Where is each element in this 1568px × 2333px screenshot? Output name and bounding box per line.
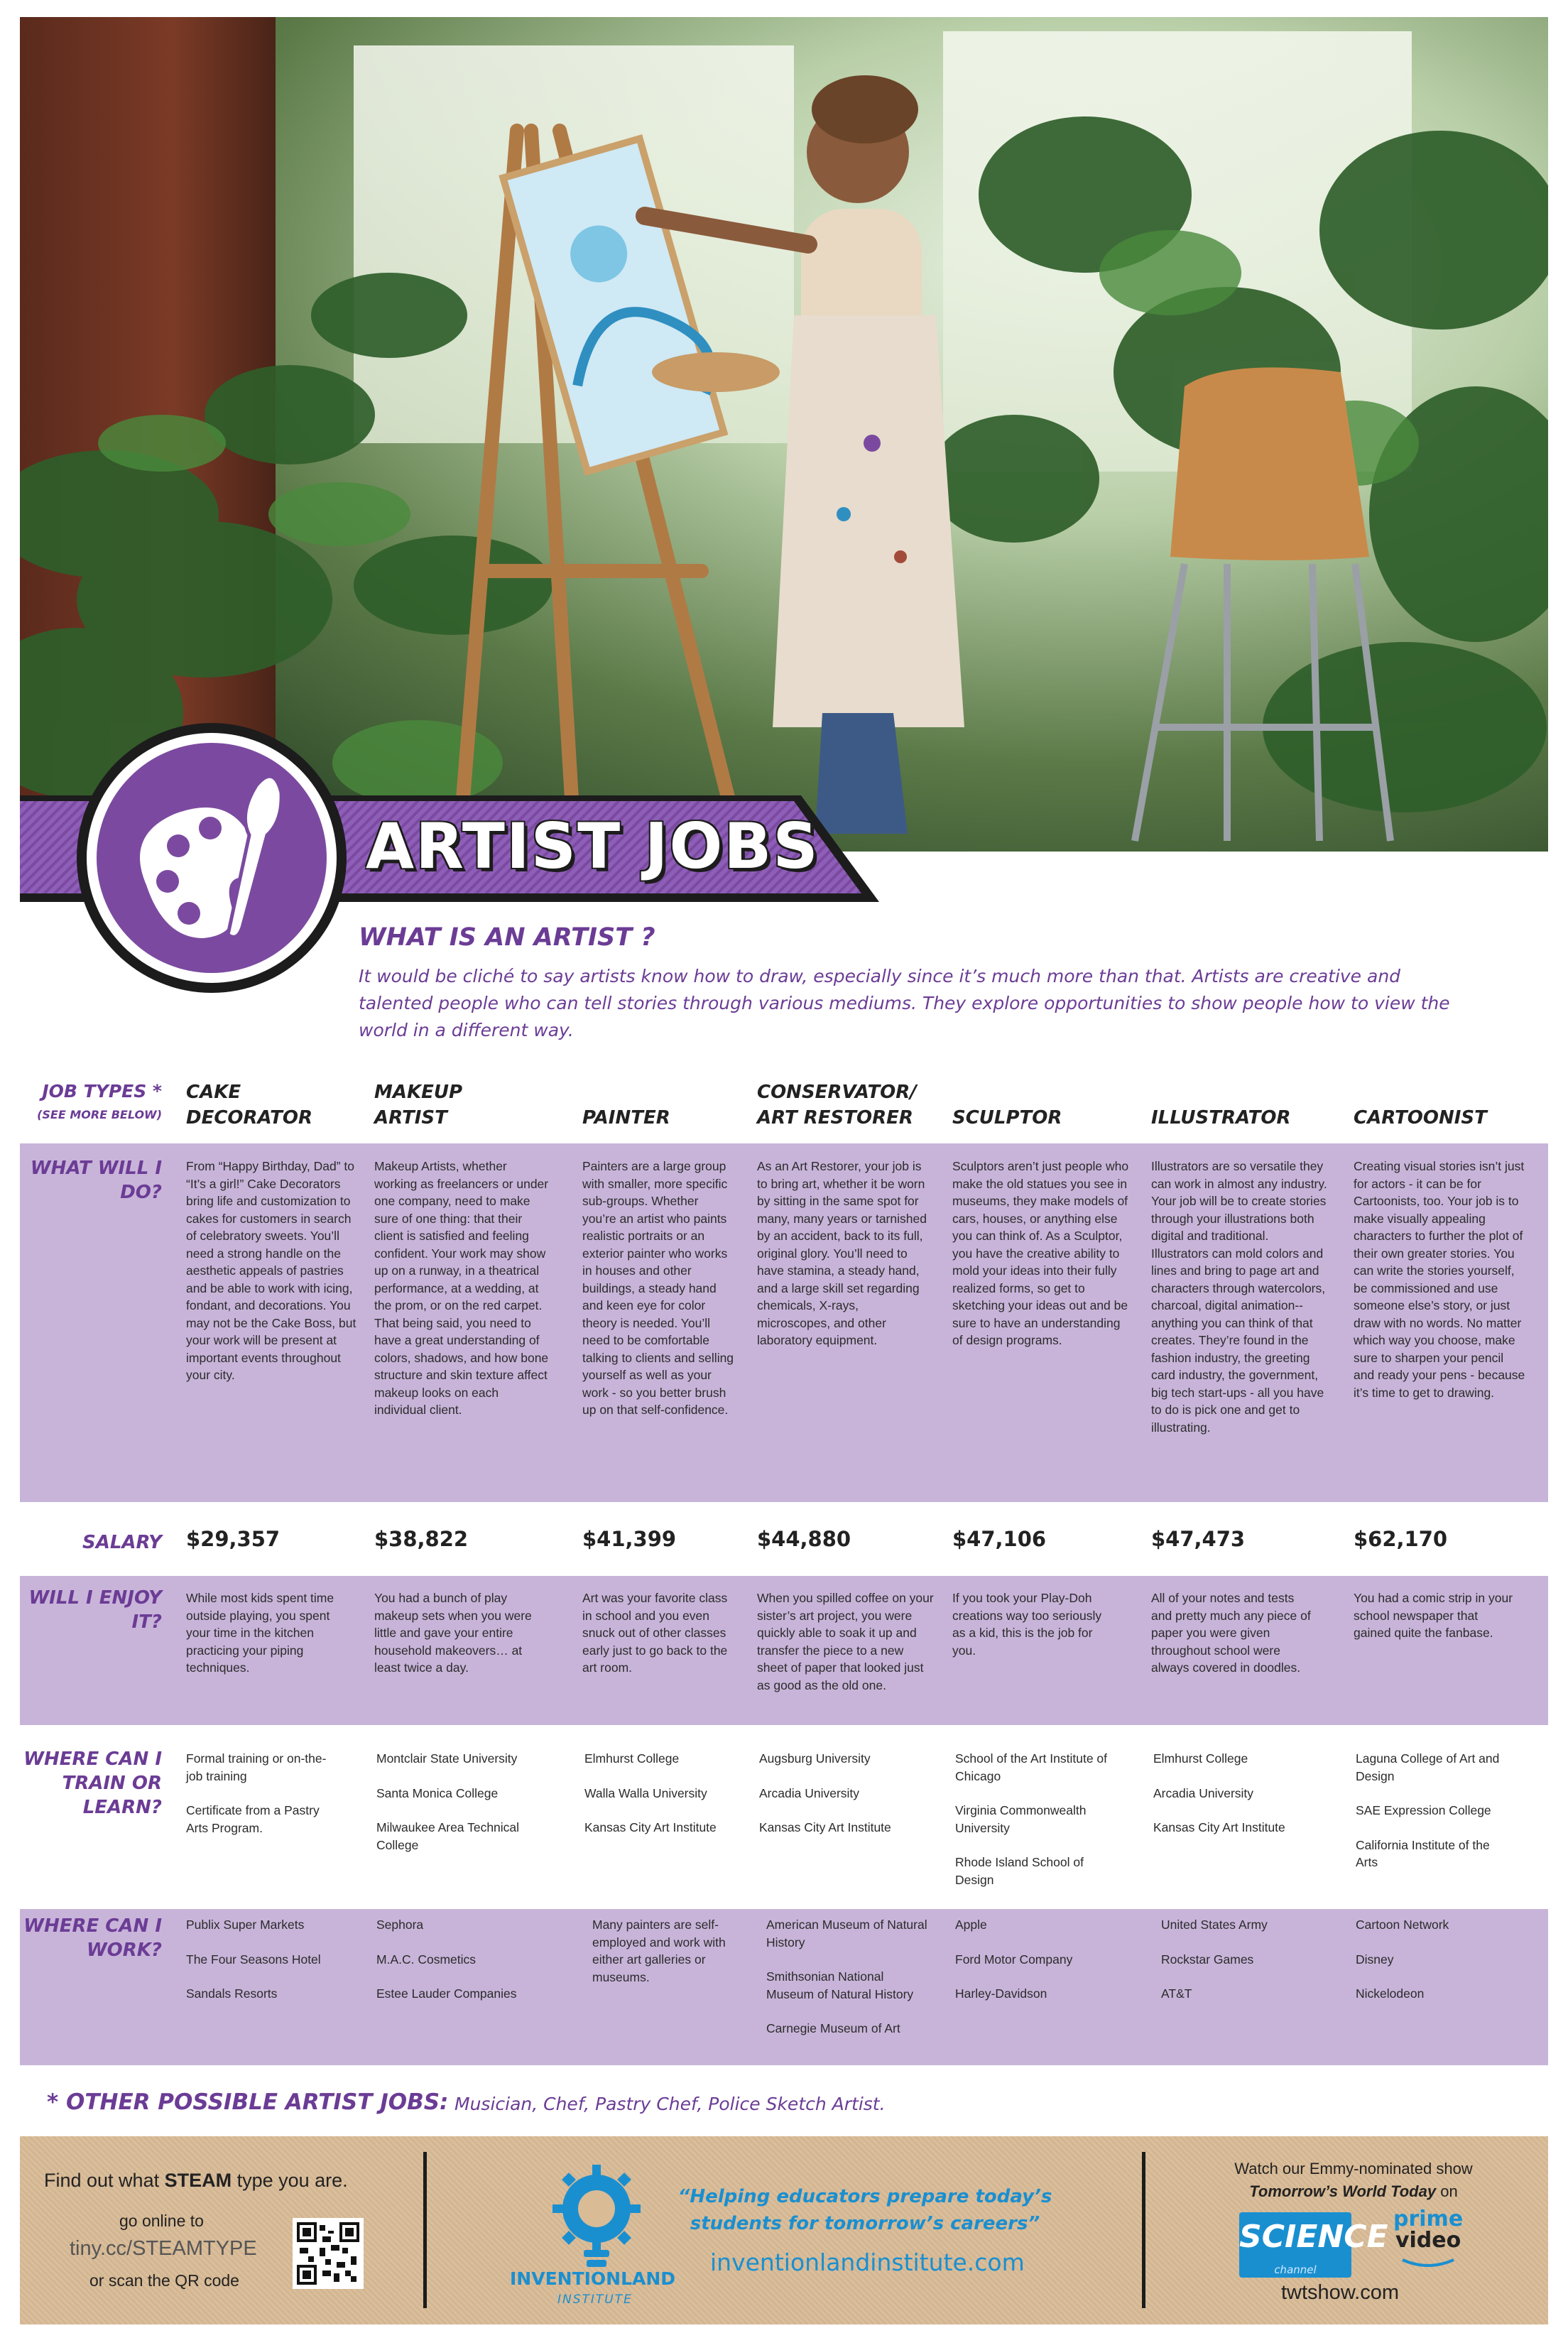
salary-painter: $41,399 (582, 1527, 677, 1551)
enjoy-sculptor: If you took your Play-Doh creations way too seriously as a kid, this is the job for you. (952, 1591, 1102, 1658)
train-illustrator: Elmhurst College Arcadia University Kansas City Art Institute (1153, 1751, 1285, 1834)
job-header-cake-decorator: CAKE DECORATOR (186, 1082, 313, 1129)
inventionland-institute: INSTITUTE (557, 2293, 633, 2307)
salary-conservator: $44,880 (757, 1527, 851, 1551)
row-label-enjoy: WILL I ENJOY IT? (28, 1587, 162, 1633)
work-conservator: American Museum of Natural History Smithsonian National Museum of Natural History Carnegie Museum of Art (766, 1918, 927, 2035)
what-painter: Painters are a large group with smaller, more specific sub-groups. Whether you’re an artist who paints realistic portraits or an exterior painter who works in houses and other buildings, a steady hand and keen eye for color theory is needed. You’ll need to be comfortable talking to clients and selling yourself as well as your work - so you better brush up on that self-confidence. (582, 1159, 734, 1417)
job-types-label: JOB TYPES * (42, 1081, 162, 1102)
job-header-makeup-artist: MAKEUP ARTIST (374, 1082, 463, 1129)
salary-cake-decorator: $29,357 (186, 1527, 281, 1551)
train-cake-decorator: Formal training or on-the-job training Certificate from a Pastry Arts Program. (186, 1751, 327, 1835)
what-cake-decorator: From “Happy Birthday, Dad” to “It’s a girl!” Cake Decorators bring life and customization to cakes for customers in search of celebratory sweets. You’ll need a strong handle on the aesthetic appeals of pastries and be able to work with icing, fondant, and decorations. You may not be the Cake Boss, but your work will be present at important events throughout your city. (186, 1159, 356, 1382)
footer-quote: “Helping educators prepare today’s students for tomorrow’s careers” (677, 2186, 1052, 2234)
train-cartoonist: Laguna College of Art and Design SAE Expression College California Institute of the Arts (1356, 1751, 1500, 1869)
enjoy-conservator: When you spilled coffee on your sister’s art project, you were quickly able to soak it up and transfer the piece to a new sheet of paper that looked just as good as the old one. (757, 1591, 934, 1692)
palette-logo-icon (77, 723, 347, 993)
job-types-sub: (SEE MORE BELOW) (37, 1108, 162, 1121)
salary-illustrator: $47,473 (1151, 1527, 1246, 1551)
intro-heading: WHAT IS AN ARTIST ? (359, 923, 655, 952)
qr-code[interactable] (293, 2218, 364, 2289)
work-cake-decorator: Publix Super Markets The Four Seasons Hotel Sandals Resorts (186, 1918, 321, 2001)
what-conservator: As an Art Restorer, your job is to bring art, whether it be worn by sitting in the same spot for many, many years or tarnished by an accident, back to its full, original glory. You’ll need to have stamina, a steady hand, and a large skill set regarding chemicals, X-rays, microscopes, and other laboratory equipment. (757, 1159, 927, 1347)
science-channel-logo: SCIENCE channel (1239, 2212, 1351, 2278)
work-cartoonist: Cartoon Network Disney Nickelodeon (1356, 1918, 1449, 2001)
twtshow-link[interactable]: twtshow.com (1281, 2281, 1399, 2304)
enjoy-painter: Art was your favorite class in school and you even snuck out of other classes early just to go back to the art room. (582, 1591, 728, 1675)
scan-qr-text: or scan the QR code (89, 2271, 239, 2290)
inventionland-link[interactable]: inventionlandinstitute.com (710, 2248, 1025, 2276)
plants-illustration (20, 17, 1548, 852)
enjoy-illustrator: All of your notes and tests and pretty much any piece of paper you were given throughout school were always covered in doodles. (1151, 1591, 1311, 1675)
job-header-sculptor: SCULPTOR (952, 1107, 1062, 1129)
prime-smile-icon (1400, 2257, 1457, 2268)
inventionland-name: INVENTIONLAND (510, 2268, 676, 2289)
prime-video-logo: prime video (1393, 2209, 1463, 2273)
job-header-painter: PAINTER (582, 1107, 670, 1129)
footer-divider-right (1142, 2152, 1145, 2308)
work-sculptor: Apple Ford Motor Company Harley-Davidson (955, 1918, 1073, 2001)
row-label-work: WHERE CAN I WORK? (23, 1915, 162, 1961)
train-sculptor: School of the Art Institute of Chicago Virginia Commonwealth University Rhode Island School of Design (955, 1751, 1108, 1887)
steam-type-link[interactable]: tiny.cc/STEAMTYPE (70, 2237, 257, 2260)
intro-body: It would be cliché to say artists know how to draw, especially since it’s much more than that. Artists are creative and talented people who can tell stories through various mediums. They explore opportunities to show people how to view the world in a different way. (359, 966, 1450, 1040)
salary-sculptor: $47,106 (952, 1527, 1047, 1551)
enjoy-cake-decorator: While most kids spent time outside playing, you spent your time in the kitchen practicing your piping techniques. (186, 1591, 334, 1675)
job-header-cartoonist: CARTOONIST (1354, 1107, 1487, 1129)
row-label-train: WHERE CAN I TRAIN OR LEARN? (23, 1749, 162, 1818)
train-painter: Elmhurst College Walla Walla University Kansas City Art Institute (584, 1751, 717, 1834)
work-painter: Many painters are self-employed and work with either art galleries or museums. (592, 1918, 726, 1984)
enjoy-makeup-artist: You had a bunch of play makeup sets when you were little and gave your entire household makeovers… at least twice a day. (374, 1591, 532, 1675)
what-makeup-artist: Makeup Artists, whether working as freelancers or under one company, need to make sure of one thing: that their client is satisfied and feeling confident. Your work may show up on a runway, in a theatrical performance, at a wedding, at the prom, or on the red carpet. That being said, you need to have a great understanding of colors, shadows, and how bone structure and skin texture affect makeup looks on each individual client. (374, 1159, 549, 1417)
page-title: ARTIST JOBS (366, 810, 820, 883)
salary-cartoonist: $62,170 (1354, 1527, 1448, 1551)
train-makeup-artist: Montclair State University Santa Monica College Milwaukee Area Technical College (376, 1751, 520, 1852)
other-jobs-label: * OTHER POSSIBLE ARTIST JOBS: (47, 2089, 449, 2115)
row-label-salary: SALARY (82, 1532, 162, 1553)
footer-divider-left (423, 2152, 427, 2308)
go-online-text: go online to (119, 2212, 204, 2230)
what-illustrator: Illustrators are so versatile they can work in almost any industry. Your job will be to create stories through your illustrations both digital and traditional. Illustrators can mold colors and lines and bring to page art and characters through watercolors, charcoal, digital animation-- anything you can think of that creates. They’re found in the fashion industry, the greeting card industry, the government, big tech start-ups - all you have to do is pick one and get to illustrating. (1151, 1159, 1327, 1435)
watch-show-text: Watch our Emmy-nominated show Tomorrow’s World Today on (1234, 2160, 1473, 2200)
what-sculptor: Sculptors aren’t just people who make the old statues you see in museums, they make models of cars, houses, or anything else you can think of. As a Sculptor, you have the creative ability to mold your ideas into their fully realized forms, so get to sketching your ideas out and be sure to have an understanding of design programs. (952, 1159, 1129, 1347)
work-makeup-artist: Sephora M.A.C. Cosmetics Estee Lauder Companies (376, 1918, 517, 2001)
enjoy-cartoonist: You had a comic strip in your school newspaper that gained quite the fanbase. (1354, 1591, 1513, 1640)
work-illustrator: United States Army Rockstar Games AT&T (1161, 1918, 1268, 2001)
steam-prompt: Find out what STEAM type you are. (44, 2170, 348, 2191)
inventionland-lightbulb-icon (540, 2159, 653, 2273)
other-jobs-list: Musician, Chef, Pastry Chef, Police Sketch Artist. (454, 2094, 886, 2114)
job-header-illustrator: ILLUSTRATOR (1151, 1107, 1291, 1129)
hero-photo (20, 17, 1548, 852)
salary-makeup-artist: $38,822 (374, 1527, 469, 1551)
job-header-conservator: CONSERVATOR/ ART RESTORER (757, 1082, 917, 1129)
what-cartoonist: Creating visual stories isn’t just for actors - it can be for Cartoonists, too. Your job is to make visually appealing characters to further the plot of their own greater stories. You can write the stories yourself, be commissioned and use someone else’s story, or just draw with no words. No matter which way you choose, make sure to sharpen your pencil and ready your pens - because it’s time to get to drawing. (1354, 1159, 1525, 1400)
row-label-what: WHAT WILL I DO? (30, 1158, 162, 1203)
train-conservator: Augsburg University Arcadia University Kansas City Art Institute (759, 1751, 891, 1834)
